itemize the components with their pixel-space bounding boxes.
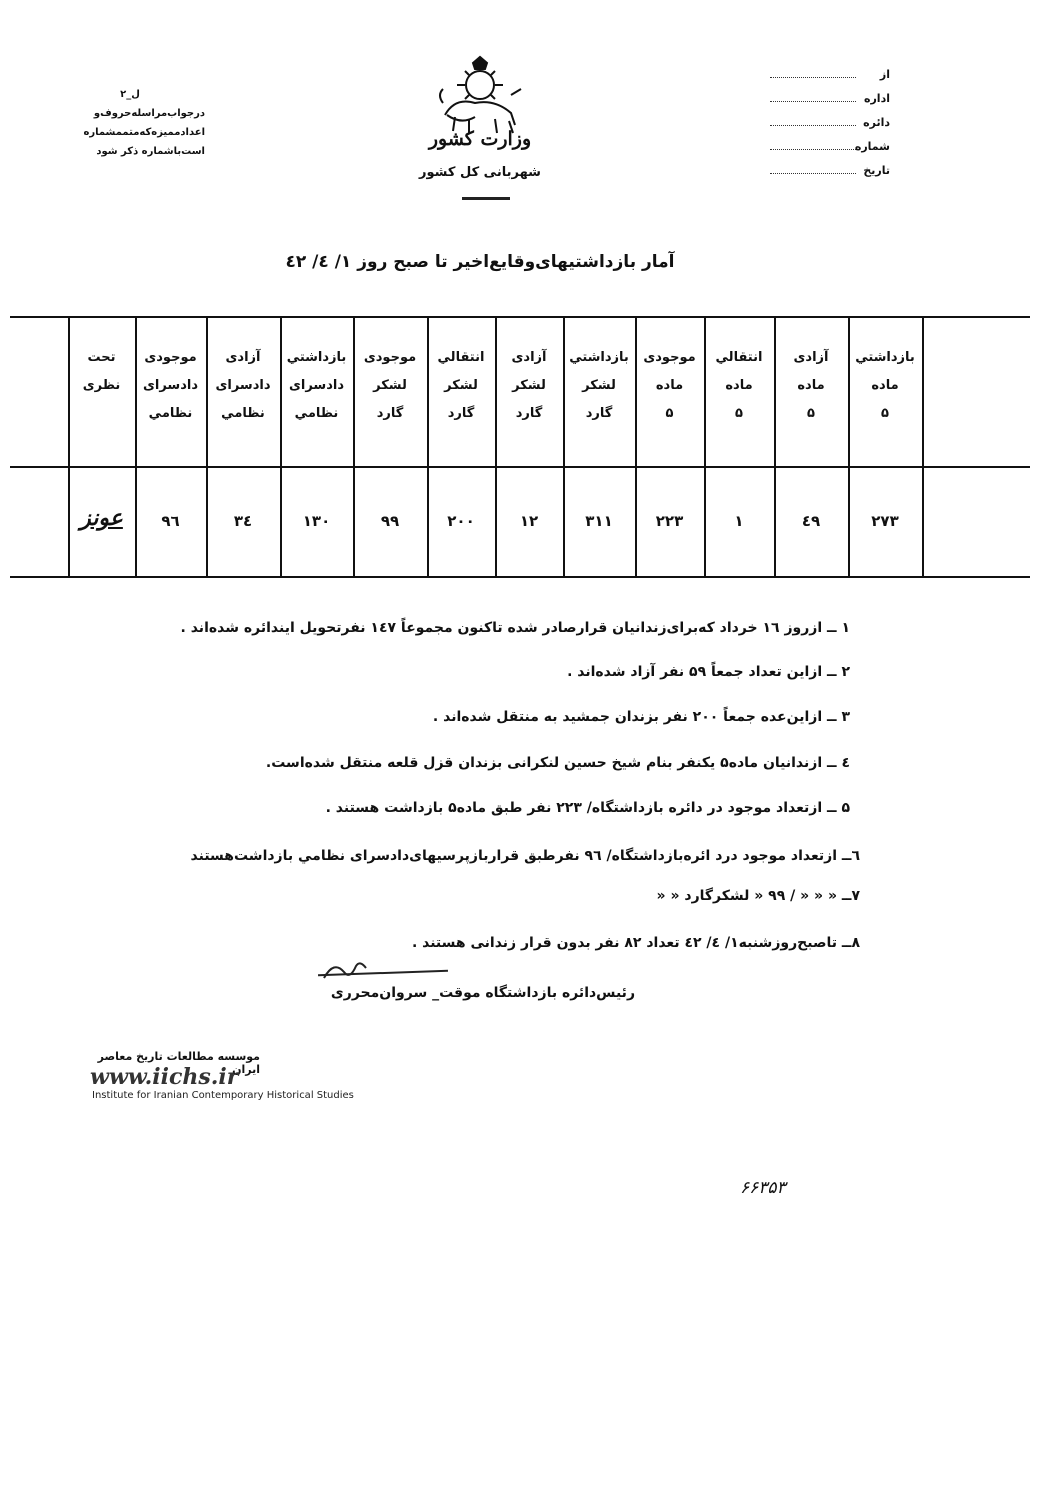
field-line [770,125,856,126]
field-number [760,140,890,164]
column-header: آزادی لشکر گارد [511,350,547,421]
table-cell: ۹٦ [161,512,180,530]
reference-line-1: درجواب‌مراسله‌حروف‌و [93,108,205,119]
detainee-stats-table [10,316,1030,578]
table-cell: ۱۳۰ [302,512,331,530]
note-item: ۷ــ « « « / ۹۹ « لشکرگارد « « [656,888,860,904]
department-title: شهربانی کل کشور [419,165,541,180]
table-cell: ۳۱۱ [585,512,613,530]
field-label: شماره [854,140,890,153]
reference-code: ل_۲ [120,89,140,100]
note-item: ۳ ــ ازاین‌عده جمعاً ۲۰۰ نفر بزندان جمشید به منتقل شده‌اند . [432,709,850,725]
table-cell: ٤۹ [801,512,821,530]
watermark-persian: موسسه مطالعات تاریخ معاصر ایران [97,1050,260,1076]
watermark-url: www.iichs.ir [90,1064,239,1090]
archive-number: ۶۶۳۵۳ [740,1178,786,1198]
field-label: از [879,68,890,81]
decorative-divider [462,197,510,200]
table-cell: ۲۲۳ [655,512,684,530]
field-label: تاریخ [863,164,890,177]
header-fields [760,68,890,188]
field-line [770,101,856,102]
column-header: بازداشتي دادسرای نظامي [286,350,347,421]
field-date [760,164,890,188]
column-header: موجودی لشکر گارد [363,350,417,421]
column-header: بازداشتي لشکر گارد [569,350,629,421]
table-cell: ۲۷۳ [871,512,899,530]
note-item: ۲ ــ ازاین تعداد جمعاً ۵۹ نفر آزاد شده‌اند . [567,664,850,680]
table-bottom-border [10,576,1030,578]
reference-block [55,85,205,161]
note-item: ٦ــ ازتعداد موجود درد ائره‌بازداشتگاه/ ۹٦ نفرطبق قرارباز‌پرسیهای‌دادسرای نظامي بازداشت‌هستند [190,848,860,864]
field-line [770,173,856,174]
table-cell: ۱ [734,512,744,530]
table-cell-handwritten: عونز [80,506,123,531]
column-header: انتقالي لشکر گارد [437,350,485,421]
column-header: تحت نظری [82,350,121,393]
field-label: اداره [863,92,890,105]
field-label: دائره [863,116,890,129]
reference-line-2: اعدادممیزه‌که‌متممشماره [83,127,205,138]
table-cell: ۹۹ [380,512,400,530]
ministry-title: وزارت کشور [428,128,532,150]
column-header: آزادی ماده ۵ [793,350,829,421]
field-line [770,149,856,150]
column-header: بازداشتي ماده ۵ [855,350,915,421]
table-cell: ۳٤ [233,512,253,530]
table-cell: ۲۰۰ [447,512,475,530]
note-item: ۸ــ تاصبح‌روزشنبه۱/ ٤/ ٤۲ تعداد ٨٢ نفر بدون قرار زندانی هستند . [411,935,860,951]
note-item: ۵ ــ ازتعداد موجود در دائره بازداشتگاه/ ۲۲۳ نفر طبق ماده۵ بازداشت هستند . [325,800,850,816]
column-header: موجودی دادسرای نظامي [142,350,199,421]
column-divider [922,316,924,578]
field-line [770,77,856,78]
table-header-divider [10,466,1030,468]
note-item: ٤ ــ ازندانیان ماده۵ یکنفر بنام شیخ حسین لنکرانی بزندان قزل قلعه منتقل شده‌است. [265,755,850,771]
field-division [760,116,890,140]
report-heading: آمار بازداشتیهای‌وقایع‌اخیر تا صبح روز ۱/ ٤/ ٤٢ [285,252,675,272]
watermark-english: Institute for Iranian Contemporary Historical Studies [92,1090,354,1101]
reference-line-3: است‌باشماره ذکر شود [96,146,205,157]
signature-line: رئیس‌دائره بازداشتگاه موقت_ سروان‌محرری [330,985,635,1001]
column-header: موجودی ماده ۵ [643,350,696,421]
field-from [760,68,890,92]
table-top-border [10,316,1030,318]
note-item: ۱ ــ ازروز ۱٦ خرداد که‌برای‌زندانیان قرارصادر شده تاکنون مجموعاً ۱٤۷ نفرتحویل ایندائره شده‌اند . [180,620,850,636]
column-header: انتقالي ماده ۵ [715,350,763,421]
column-header: آزادی دادسرای نظامي [215,350,271,421]
field-office [760,92,890,116]
table-cell: ۱۲ [519,512,539,530]
